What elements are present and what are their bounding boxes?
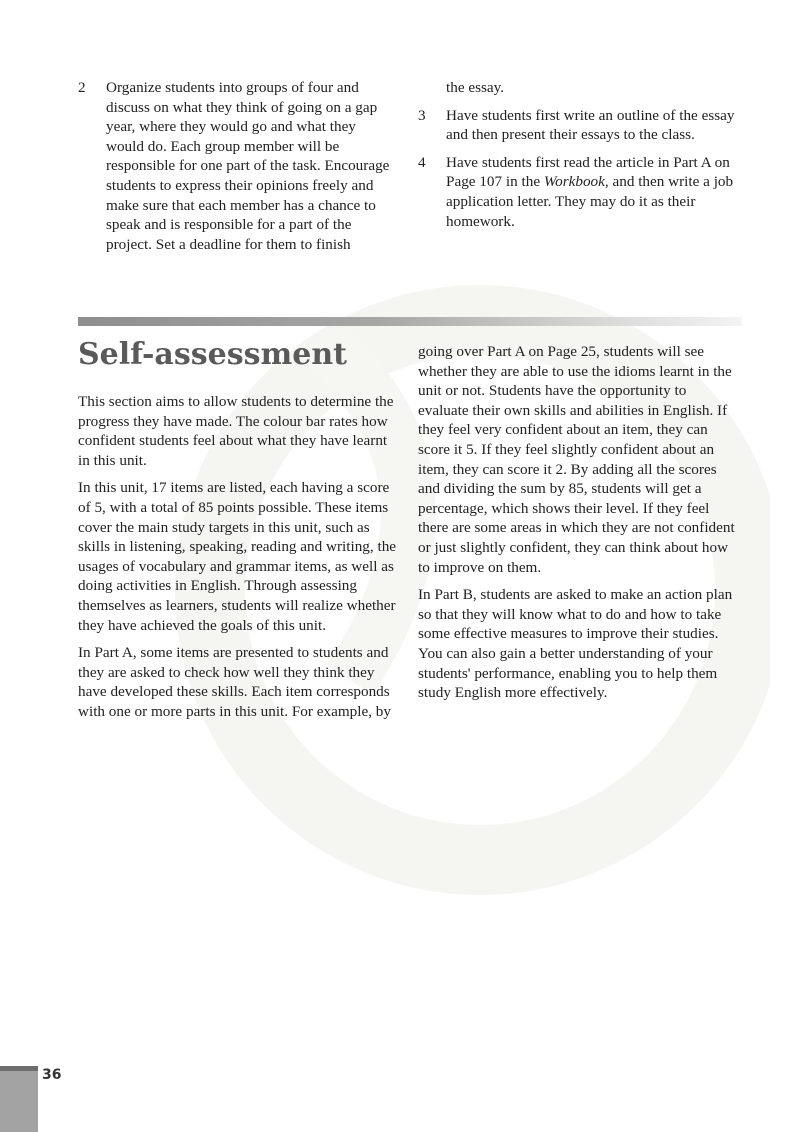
paragraph: In Part B, students are asked to make an action plan so that they will know what to do and how to take some effective measures to improve their studies. You can also gain a better understanding of your students' performance, enabling you to help them study English more effectively. (418, 586, 733, 702)
list-number: 3 (418, 106, 426, 124)
list-text-part-b: , and then write a job application letter. They may do it as their homework. (446, 173, 734, 230)
bottom-left-column (78, 392, 398, 730)
list-text-part-a: Have students first read the article in Part A on Page 107 in the (446, 153, 730, 191)
paragraph: going over Part A on Page 25, students will see whether they are able to use the idioms learnt in the unit or not. Students have the opportunity to evaluate their own skills and abilities in English. If they feel very confident about an item, they can score it 5. If they feel slightly confident about an item, they can score it 2. By adding all the scores and dividing the sum by 85, students will get a percentage, which shows their level. If they feel there are some areas in which they are not confident or just slightly confident, they can think about how to improve on them. (418, 343, 735, 576)
section-divider-bar (78, 317, 742, 326)
top-left-column (78, 78, 396, 254)
list-number: 2 (78, 79, 86, 96)
list-item-2 (78, 78, 396, 254)
list-item-4 (418, 153, 736, 231)
top-right-column (418, 78, 736, 231)
workbook-title: Workbook (543, 173, 605, 191)
paragraph: This section aims to allow students to determine the progress they have made. The colour bar rates how confident students feel about what they have learnt in this unit. (78, 393, 394, 469)
list-item-3 (418, 106, 736, 145)
page-tab (0, 1066, 38, 1132)
paragraph: In this unit, 17 items are listed, each having a score of 5, with a total of 85 points possible. These items cover the main study targets in this unit, such as skills in listening, speaking, reading and writing, the usages of vocabulary and grammar items, as well as doing activities in English. Through assessing themselves as learners, students will realize whether they have achieved the goals of this unit. (78, 479, 397, 634)
list-text: Have students first write an outline of the essay and then present their essays to the class. (446, 106, 735, 144)
section-heading: Self-assessment (78, 337, 348, 372)
bottom-right-column (418, 342, 740, 711)
list-text: Organize students into groups of four and discuss on what they think of going on a gap year, where they would go and what they would do. Each group member will be responsible for one part of the task. Encourage students to express their opinions freely and make sure that each member has a chance to speak and is responsible for a part of the project. Set a deadline for them to finish (106, 79, 390, 253)
paragraph: In Part A, some items are presented to students and they are asked to check how well they think they have developed these skills. Each item corresponds with one or more parts in this unit. For example, by (78, 644, 391, 720)
list-text (446, 153, 736, 231)
page-number: 36 (42, 1067, 62, 1083)
list-number: 4 (418, 153, 426, 171)
list-item-2-continued: the essay. (446, 79, 505, 96)
